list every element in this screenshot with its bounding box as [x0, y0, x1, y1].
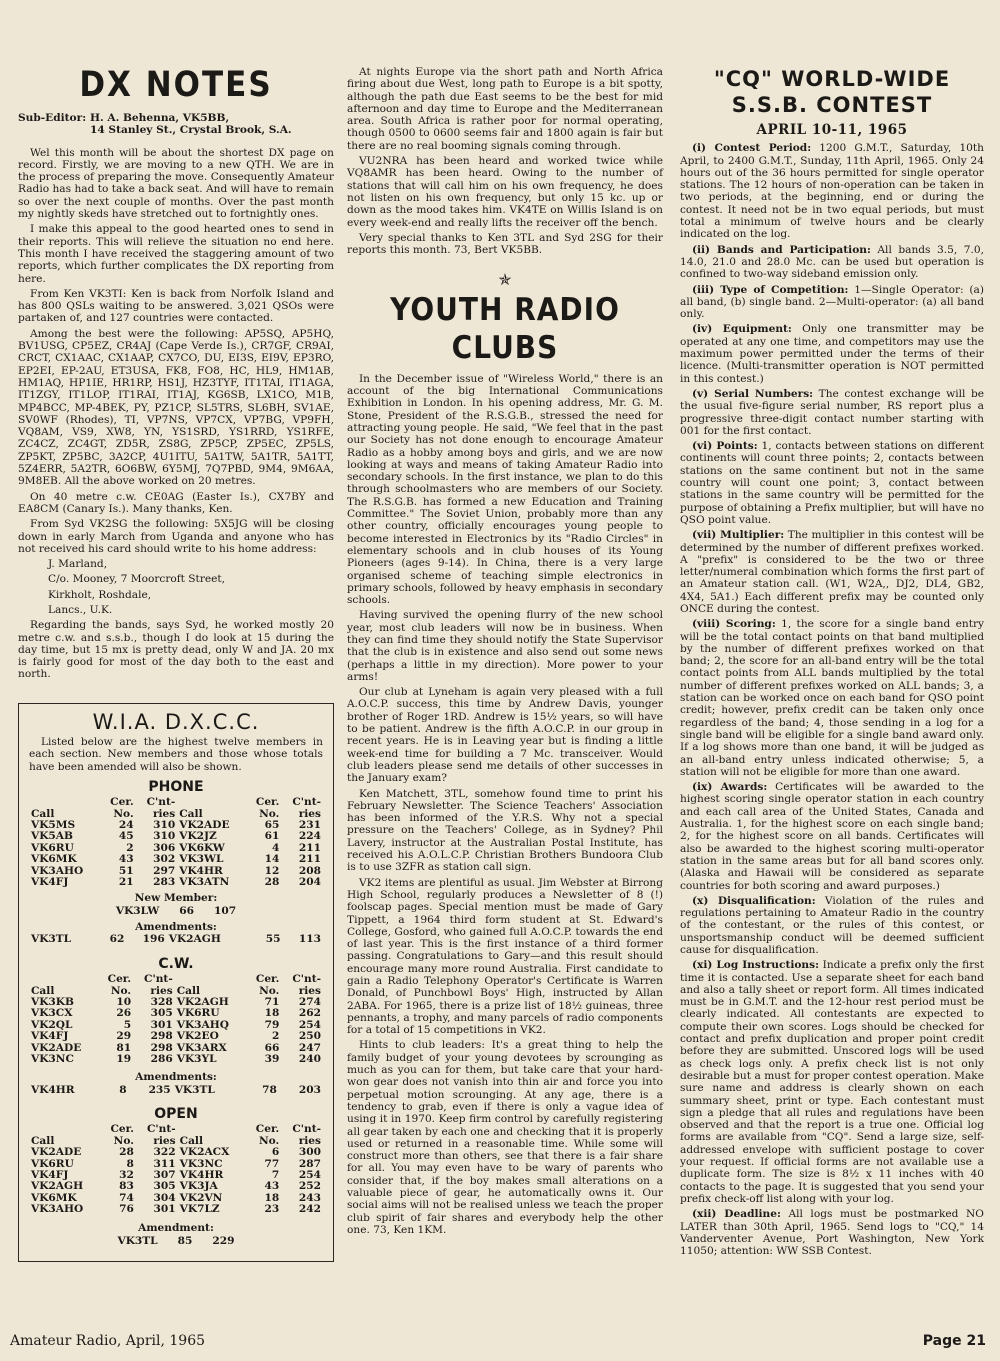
col-header: Cer. — [110, 1123, 134, 1136]
dx-paragraph: Very special thanks to Ken 3TL and Syd 2SG for their reports this month. 73, Bert VK5BB. — [347, 231, 663, 257]
table-cell: 76 — [119, 1203, 134, 1216]
table-cell: 81 — [116, 1041, 132, 1054]
amendments-label: Amendments: — [135, 1071, 217, 1084]
table-cell: 250 — [298, 1030, 321, 1043]
table-cell: 243 — [298, 1191, 321, 1204]
contest-date: APRIL 10-11, 1965 — [756, 122, 908, 138]
table-cell: VK6MK — [31, 853, 77, 866]
table-cell: 55 — [265, 933, 281, 946]
table-cell: VK3AHO — [31, 1203, 84, 1216]
col-header: Cer. — [110, 796, 134, 809]
table-cell: 78 — [262, 1083, 277, 1096]
table-cell: 2 — [271, 1030, 280, 1043]
new-member-label: New Member: — [134, 891, 218, 904]
table-cell: VK2QL — [31, 1018, 73, 1031]
table-cell: 322 — [153, 1146, 176, 1159]
table-cell: 23 — [264, 1203, 280, 1216]
table-cell: VK3NC — [31, 1052, 74, 1065]
amendments-label: Amendments: — [135, 921, 217, 934]
col-header: Call — [31, 984, 55, 997]
rule-multiplier: (vii) Multiplier: The multiplier in this contest will be determined by the number of different prefixes worked. A "prefix" is considered to be the two or three letter/numeral combination which forms the first part of an Amateur station call. (W1, W2A,, DJ2, DL4, GB2, 4X4, 5A1.) Each different prefix may be counted only ONCE during the contest. — [680, 529, 984, 615]
table-cell: VK4FJ — [31, 876, 69, 889]
rule-competition-type: (iii) Type of Competition: 1—Single Operator: (a) all band, (b) single band. 2—Multi-operator: (a) all band only. — [680, 283, 984, 321]
col-header: C'nt- — [146, 796, 176, 809]
table-cell: 204 — [298, 876, 321, 889]
cq-contest-column — [680, 66, 984, 1260]
table-cell: 328 — [150, 995, 173, 1008]
sub-editor-block — [18, 112, 334, 137]
table-header-row — [29, 797, 323, 808]
table-cell: 262 — [298, 1007, 321, 1020]
table-cell: 51 — [118, 864, 134, 877]
table-cell: VK3ARX — [176, 1041, 227, 1054]
table-cell: VK3AHO — [31, 864, 84, 877]
table-cell: 85 — [177, 1234, 193, 1247]
table-cell: 39 — [264, 1052, 280, 1065]
table-cell: VK3NC — [179, 1157, 223, 1170]
col-header: No. — [113, 807, 134, 820]
table-cell: 66 — [264, 1041, 280, 1054]
cw-amend-table — [29, 1085, 323, 1096]
rule-serial-numbers: (v) Serial Numbers: The contest exchange will be the usual five-figure serial number, RS report plus a progressive three-digit contact number starting with 001 for the first contact. — [680, 387, 984, 437]
dx-paragraph: Among the best were the following: AP5SQ, AP5HQ, BV1USG, CP5EZ, CR4AJ (Cape Verde Is.), CR7GF, CR9AI, CRCT, CX1AAC, CX1AAP, CX7CO, DU, EI3S, EI9V, EP3RO, EP2EI, EP-2AU, ET3USA, FK8, FO8, HC, HL9, HM1AB, HM1AQ, HP1IE, HR1RP, HS1J, HZ3TYF, IT1TAI, IT1AGA, IT1ZGY, IT1LOP, IT1RAI, IT1AJ, KG6SB, LX1CO, M1B, MP4BCC, MP-4BEK, PY, PZ1CP, SL5TRS, SL6BH, SV1AE, SV0WF (Rhodes), TI, VP7NS, VP7CX, VP7BG, VP9FH, VQ8AM, VS9, XW8, YN, YS1SRD, YS1RRD, YS1RFE, ZC4CZ, ZC4GT, ZD5R, ZS8G, ZP5CP, ZP5EC, ZP5LS, ZP5KT, ZP5BC, 3A2CP, 4U1ITU, 5A1TW, 5A1TR, 5A1TT, 5Z4ERR, 5A2TR, 6O6BW, 6Y5MJ, 7Q7PBD, 9M4, 9M6AA, 9M8EB. All the above worked on 20 metres. — [18, 327, 334, 488]
table-cell: 301 — [153, 1203, 176, 1216]
table-cell: 211 — [298, 853, 321, 866]
table-cell: 300 — [298, 1146, 321, 1159]
dx-paragraph: From Syd VK2SG the following: 5X5JG will be closing down in early March from Uganda and anyone who has not received his card should write to his home address: — [18, 518, 334, 555]
rule-awards: (ix) Awards: Certificates will be awarded to the highest scoring single operator station in each country and each call area of the United States, Canada and Australia. 1, for the highest score on each single band; 2, for the highest score on all bands. Certificates will also be awarded to the highest scoring multi-operator station in the same areas but for all band scores only. (Alaska and Hawaii will be considered as separate countries for both scoring and award purposes.) — [680, 781, 984, 892]
cq-title-line1: "CQ" WORLD-WIDE — [713, 67, 951, 91]
table-cell: 45 — [118, 830, 134, 843]
table-cell: 65 — [264, 819, 280, 832]
phone-section-title: PHONE — [148, 778, 204, 795]
table-cell: VK6KW — [179, 841, 225, 854]
col-header: No. — [113, 1134, 134, 1147]
rule-contest-period: (i) Contest Period: 1200 G.M.T., Saturday, 10th April, to 2400 G.M.T., Sunday, 11th April, 1965. Only 24 hours out of the 36 hours permitted for single operator stations. The 12 hours of non-operation can be taken in two periods, at the beginning, end or during the contest. It need not be in two equal periods, but must total a minimum of twelve hours and be clearly indicated on the log. — [680, 142, 984, 241]
col-header: Cer. — [255, 973, 280, 986]
table-row — [29, 1054, 323, 1065]
table-cell: 231 — [298, 819, 321, 832]
dx-notes-title: DX NOTES — [79, 64, 273, 106]
table-cell: 287 — [298, 1157, 321, 1170]
table-cell: 61 — [264, 830, 280, 843]
table-cell: 247 — [298, 1041, 321, 1054]
col-header: ries — [153, 1134, 176, 1147]
table-cell: 28 — [119, 1146, 134, 1159]
dx-paragraph: Wel this month will be about the shortest DX page on record. Firstly, we are moving to a new QTH. We are in the process of preparing the move. Consequently Amateur Radio has had to take a back seat. And will have to remain so over the next couple of months. Over the past month my nightly skeds have stretched out to fortnightly ones. — [18, 146, 334, 221]
table-cell: VK3ATN — [179, 876, 230, 889]
open-section-title: OPEN — [154, 1106, 198, 1123]
rule-points: (vi) Points: 1, contacts between stations on different continents will count three points; 2, contacts between stations on the same continent but not in the same country will count one point; 3, contact between stations in the same country will be permitted for the purpose of obtaining a Prefix multiplier, but will have no QSO point value. — [680, 440, 984, 526]
dx-paragraph: VU2NRA has been heard and worked twice while VQ8AMR has been heard. Owing to the number of stations that will call him on his own frequency, he does not listen on his own frequency, but only 15 kc. up or down as the mood takes him. VK4TE on Willis Island is on every week-end and really lifts the receiver off the bench. — [347, 155, 663, 229]
dx-paragraph: I make this appeal to the good hearted ones to send in their reports. This will relieve the situation no end here. This month I have received the staggering amount of two reports, which further complicates the DX reporting from here. — [18, 223, 334, 285]
table-cell: VK4HR — [179, 1168, 224, 1181]
table-cell: 71 — [264, 995, 280, 1008]
col-header: ries — [298, 807, 321, 820]
footer-publication: Amateur Radio, April, 1965 — [10, 1333, 206, 1349]
table-cell: 298 — [150, 1041, 173, 1054]
table-cell: VK3TL — [31, 933, 72, 946]
table-cell: VK3TL — [117, 1234, 158, 1247]
col-header: No. — [259, 807, 280, 820]
table-cell: 83 — [119, 1180, 134, 1193]
table-cell: 77 — [264, 1157, 280, 1170]
table-cell: 18 — [264, 1191, 280, 1204]
table-cell: 8 — [119, 1083, 127, 1096]
address-line: Kirkholt, Roshdale, — [48, 588, 152, 601]
open-amend-row — [29, 1235, 323, 1247]
table-cell: 4 — [271, 841, 280, 854]
dxcc-box — [18, 703, 334, 1262]
table-cell: 310 — [153, 819, 176, 832]
table-cell: 252 — [298, 1180, 321, 1193]
table-cell: VK4HR — [31, 1083, 75, 1096]
table-row — [29, 854, 323, 865]
table-cell: VK6RU — [31, 841, 74, 854]
dxcc-intro: Listed below are the highest twelve members in each section. New members and those whose totals have been amended will also be shown. — [29, 736, 323, 773]
table-cell: 301 — [150, 1018, 173, 1031]
table-cell: 304 — [153, 1191, 176, 1204]
table-cell: VK3TL — [174, 1083, 215, 1096]
table-cell: 66 — [179, 904, 195, 917]
phone-rows — [29, 820, 323, 888]
table-cell: VK4FJ — [31, 1030, 69, 1043]
sub-editor-name: H. A. Behenna, VK5BB, — [90, 112, 230, 124]
table-cell: 8 — [126, 1157, 134, 1170]
table-row — [29, 934, 323, 945]
table-cell: 10 — [116, 995, 132, 1008]
table-row — [29, 1085, 323, 1096]
table-cell: 2 — [126, 841, 134, 854]
table-cell: VK2VN — [179, 1191, 223, 1204]
yrc-paragraph: Our club at Lyneham is again very pleased with a full A.O.C.P. success, this time by Andrew Davis, younger brother of Roger 1RD. Andrew is 15½ years, so will have to be patient. Andrew is the fifth A.O.C.P. in our group in recent years. He is in Leaving year but is finding a little week-end time for building a 7 Mc. transceiver. Would club leaders please send me details of other successes in the January exam? — [347, 686, 663, 785]
table-cell: 29 — [116, 1030, 132, 1043]
table-cell: 240 — [298, 1052, 321, 1065]
page-number: Page 21 — [922, 1333, 986, 1349]
col-header: Call — [31, 1134, 55, 1147]
table-cell: 79 — [264, 1018, 280, 1031]
youth-radio-title: YOUTH RADIO CLUBS — [390, 290, 620, 366]
table-cell: 235 — [148, 1083, 171, 1096]
address-line: J. Marland, — [48, 558, 108, 571]
rule-equipment: (iv) Equipment: Only one transmitter may be operated at any one time, and competitors may use the maximum power permitted under the terms of their licence. (Multi-transmitter operation is NOT permitted in this contest.) — [680, 323, 984, 385]
youth-radio-column — [347, 66, 663, 1239]
dx-paragraph: From Ken VK3TI: Ken is back from Norfolk Island and has 800 QSLs waiting to be answered. 3,021 QSOs were partaken of, and 127 countries were contacted. — [18, 287, 334, 325]
table-cell: 26 — [116, 1007, 132, 1020]
table-cell: 43 — [264, 1180, 280, 1193]
table-cell: 62 — [109, 933, 125, 946]
table-cell: 5 — [123, 1018, 132, 1031]
new-member-row — [29, 905, 323, 917]
col-header: Call — [31, 807, 55, 820]
star-icon: ✯ — [498, 270, 512, 290]
col-header: C'nt- — [144, 973, 173, 986]
table-cell: VK6RU — [31, 1157, 74, 1170]
table-cell: 242 — [298, 1203, 321, 1216]
table-cell: VK4HR — [179, 864, 223, 877]
rule-disqualification: (x) Disqualification: Violation of the rules and regulations pertaining to Amateur Radio in the country of the contestant, or the rules of this contest, or unsportsmanship conduct will be deemed sufficient cause for disqualification. — [680, 894, 984, 956]
col-header: Cer. — [255, 796, 280, 809]
address-line: Lancs., U.K. — [48, 603, 113, 616]
col-header: ries — [152, 807, 176, 820]
table-row — [29, 1031, 323, 1042]
table-cell: 274 — [298, 995, 321, 1008]
table-cell: 298 — [150, 1030, 173, 1043]
table-cell: 196 — [142, 933, 165, 946]
table-cell: VK4FJ — [31, 1168, 69, 1181]
dx-paragraph: At nights Europe via the short path and North Africa firing about due West, long path to Europe is a bit spotty, although the path due East seems to be the best for mid afternoon and day time to Europe and the Mediterranean area. South Africa is rather poor for normal operating, though 0500 to 0600 seems fair and 1800 again is fair but there are no real booming signals coming through. — [347, 66, 663, 152]
table-cell: 203 — [298, 1083, 321, 1096]
table-cell: 21 — [118, 876, 134, 889]
table-cell: 208 — [298, 864, 321, 877]
sub-editor-address: 14 Stanley St., Crystal Brook, S.A. — [90, 124, 292, 137]
table-cell: VK5AB — [31, 830, 73, 843]
rule-bands: (ii) Bands and Participation: All bands 3.5, 7.0, 14.0, 21.0 and 28.0 Mc. can be used but operation is confined to two-way sideband emission only. — [680, 243, 984, 281]
table-cell: 297 — [153, 864, 176, 877]
table-cell: 305 — [153, 1180, 176, 1193]
table-cell: 283 — [153, 876, 176, 889]
table-cell: VK3CX — [31, 1007, 73, 1020]
table-cell: 24 — [118, 819, 134, 832]
table-cell: VK2ADE — [31, 1146, 82, 1159]
table-cell: VK6MK — [31, 1191, 77, 1204]
table-cell: VK2AGH — [31, 1180, 84, 1193]
table-row — [29, 1008, 323, 1019]
col-header: ries — [298, 984, 321, 997]
table-cell: VK5MS — [31, 819, 76, 832]
col-header: No. — [258, 1134, 280, 1147]
table-cell: VK2AGH — [168, 933, 221, 946]
yrc-paragraph: Having survived the opening flurry of the new school year, most club leaders will now be in business. When they can find time they should notify the State Supervisor that the club is in existence and also send out some news (perhaps a little in my direction). More power to your arms! — [347, 609, 663, 683]
table-cell: 12 — [264, 864, 280, 877]
table-cell: 6 — [271, 1146, 280, 1159]
table-cell: 310 — [153, 830, 176, 843]
rule-scoring: (viii) Scoring: 1, the score for a single band entry will be the total contact points on that band multiplied by the number of different prefixes worked on that band; 2, the score for an all-band entry will be the total contact points from ALL bands multiplied by the total number of different prefixes worked on ALL bands; 3, a station can be worked once on each band for QSO point credit; however, prefix credit can be taken only once regardless of the band; 4, those sending in a log for a single band will be eligible for a single band award only. If a log shows more than one band, it will be judged as an all-band entry unless indicated otherwise; 5, a station will not be eligible for more than one award. — [680, 618, 985, 778]
table-cell: 19 — [116, 1052, 132, 1065]
table-row — [29, 877, 323, 888]
table-cell: VK2EO — [176, 1030, 219, 1043]
table-cell: 28 — [264, 876, 280, 889]
table-cell: 302 — [153, 853, 176, 866]
col-header: Cer. — [107, 973, 132, 986]
table-header-row — [29, 974, 323, 985]
amendment-label: Amendment: — [138, 1221, 214, 1234]
table-cell: 224 — [298, 830, 321, 843]
table-cell: 18 — [264, 1007, 280, 1020]
col-header: No. — [259, 984, 280, 997]
table-cell: VK7LZ — [179, 1203, 220, 1216]
open-table — [29, 1124, 323, 1215]
dxcc-title: W.I.A. D.X.C.C. — [92, 709, 260, 734]
rule-log-instructions: (xi) Log Instructions: Indicate a prefix only the first time it is contacted. Use a separate sheet for each band and also a tally sheet or report form. All times indicated must be in G.M.T. and the 12-hour rest period must be clearly indicated. All contestants are expected to compute their own scores. Logs should be checked for contact and prefix duplication and proper point credit before they are submitted. Unscored logs will be used as check logs only. A prefix check list is not only desirable but a must for proper contest operation. Make sure name and address is clearly shown on each summary sheet, print or type. Each contestant must sign a pledge that all rules and regulations have been observed and that the report is a true one. Official log forms are available from "CQ". Send a large size, self-addressed envelope with sufficient postage to cover your request. If official forms are not available use a duplicate form. The size is 8½ x 11 inches with 40 contacts to the page. It is suggested that you send your prefix check-off list along with your log. — [680, 959, 984, 1205]
table-cell: VK2ADE — [31, 1041, 82, 1054]
col-header: ries — [150, 984, 173, 997]
table-cell: 254 — [298, 1018, 321, 1031]
table-cell: 113 — [298, 933, 321, 946]
table-cell: VK2ADE — [179, 819, 230, 832]
cq-title-line2: S.S.B. CONTEST — [731, 93, 933, 117]
phone-amend-table — [29, 934, 323, 945]
col-header: C'nt- — [292, 1123, 321, 1136]
table-cell: VK3LW — [115, 904, 160, 917]
table-cell: VK6RU — [176, 1007, 220, 1020]
table-cell: VK3JA — [179, 1180, 218, 1193]
table-cell: VK2AGH — [176, 995, 229, 1008]
table-cell: 306 — [153, 841, 176, 854]
table-cell: 229 — [212, 1234, 235, 1247]
col-header: Call — [176, 984, 201, 997]
dx-paragraph: On 40 metre c.w. CE0AG (Easter Is.), CX7BY and EA8CM (Canary Is.). Many thanks, Ken. — [18, 490, 334, 515]
table-cell: 107 — [214, 904, 237, 917]
table-cell: 74 — [119, 1191, 134, 1204]
yrc-paragraph: VK2 items are plentiful as usual. Jim Webster at Birrong High School, regularly produces a Newsletter of 8 (!) foolscap pages. Special mention must be made of Gary Tippett, a 1964 third form student at St. Edward's College, Gosford, who gained full A.O.C.P. towards the end of last year. This is the first instance of a third former passing. Congratulations to Gary—and this result should encourage many more round Australia. First candidate to gain a Radio Telephony Operator's Certificate is Warren Donald, of Punchbowl Boys' High, instructed by Allan 2ABA. For 1965, there is a prize list of 18½ guineas, three pennants, a trophy, and many parcels of radio components for a total of 15 competitions in VK2. — [347, 876, 663, 1037]
dx-paragraph: Regarding the bands, says Syd, he worked mostly 20 metre c.w. and s.s.b., though I do look at 15 during the day time, but 15 mx is pretty dead, only W and JA. 20 mx is fairly good for most of the day both to the east and north. — [18, 619, 334, 681]
table-cell: 43 — [118, 853, 134, 866]
col-header: Cer. — [255, 1123, 280, 1136]
table-cell: 254 — [298, 1168, 321, 1181]
cw-table — [29, 974, 323, 1065]
phone-table — [29, 797, 323, 888]
yrc-paragraph: In the December issue of "Wireless World," there is an account of the big International Communications Exhibition in London. In his opening address, Mr. G. M. Stone, President of the R.S.G.B., stressed the need for attracting young people. He said, "We feel that in the past our Society has not done enough to encourage Amateur Radio as a hobby among boys and girls, and we are now looking at ways and means of taking Amateur Radio into secondary schools. In the first instance, we plan to do this through schoolmasters who are members of our Society. The R.S.G.B. has formed a new Education and Training Committee." The Soviet Union, probably more than any other country, officially encourages young people to become interested in Electronics by its "Radio Circles" in elementary schools and in club houses of its Young Pioneers (ages 9-14). In China, there is a very large organised scheme of teaching simple electronics in primary schools, followed by heavy emphasis in secondary schools. — [347, 372, 663, 607]
table-cell: VK2ACX — [179, 1146, 230, 1159]
cw-section-title: C.W. — [158, 955, 194, 972]
col-header: Call — [179, 1134, 203, 1147]
col-header: ries — [298, 1134, 321, 1147]
table-cell: 32 — [119, 1168, 134, 1181]
table-cell: 311 — [153, 1157, 176, 1170]
rule-deadline: (xii) Deadline: All logs must be postmarked NO LATER than 30th April, 1965. Send logs to "CQ," 14 Vanderventer Avenue, Port Washington, New York 11050; attention: WW SSB Contest. — [680, 1208, 984, 1258]
table-cell: 307 — [153, 1168, 176, 1181]
yrc-paragraph: Ken Matchett, 3TL, somehow found time to print his February Newsletter. The Science Teachers' Association has been informed of the Y.R.S. Why not a special pressure on the Teachers' College, as in Sydney? Phil Lavery, instructor at the Australian Postal Institute, has received his A.O.L.C.P. Christian Brothers Bundoora Club is to use 3ZFR as station call sign. — [347, 787, 663, 874]
table-cell: VK3WL — [179, 853, 224, 866]
dx-notes-column — [18, 62, 334, 1262]
table-row — [29, 1204, 323, 1215]
yrc-paragraph: Hints to club leaders: It's a great thing to help the family budget of your young devotees by scrounging as much as you can for them, but take care that your hard-won gear does not vanish into thin air and force you into perpetual motion scrounging. At any age, there is a tendency to grab, even if there is only a vague idea of using it in 1970. Keep firm control by carefully registering all gear taken by each one and checking that it is properly used or returned in a reasonable time. While some will construct more than others, see that there is a fair share for all. You may even have to be wary of parents who consider that, if the boy makes small alterations on a valuable piece of gear, he automatically owns it. Our social aims will not be realised unless we teach the proper club spirit of fair shares and everybody help the other one. 73, Ken 1KM. — [347, 1039, 663, 1236]
table-cell: VK2JZ — [179, 830, 217, 843]
col-header: C'nt- — [146, 1123, 176, 1136]
table-row — [29, 1147, 323, 1158]
col-header: No. — [110, 984, 132, 997]
table-cell: 14 — [264, 853, 280, 866]
table-cell: 211 — [298, 841, 321, 854]
table-cell: 305 — [150, 1007, 173, 1020]
sub-editor-label: Sub-Editor: — [18, 112, 87, 124]
table-cell: VK3AHQ — [176, 1018, 229, 1031]
col-header: Call — [179, 807, 203, 820]
table-cell: VK3YL — [176, 1052, 217, 1065]
address-line: C/o. Mooney, 7 Moorcroft Street, — [48, 573, 226, 586]
table-cell: 7 — [271, 1168, 280, 1181]
table-cell: VK3KB — [31, 995, 74, 1008]
col-header: C'nt- — [292, 973, 321, 986]
col-header: C'nt- — [292, 796, 321, 809]
table-cell: 286 — [150, 1052, 173, 1065]
